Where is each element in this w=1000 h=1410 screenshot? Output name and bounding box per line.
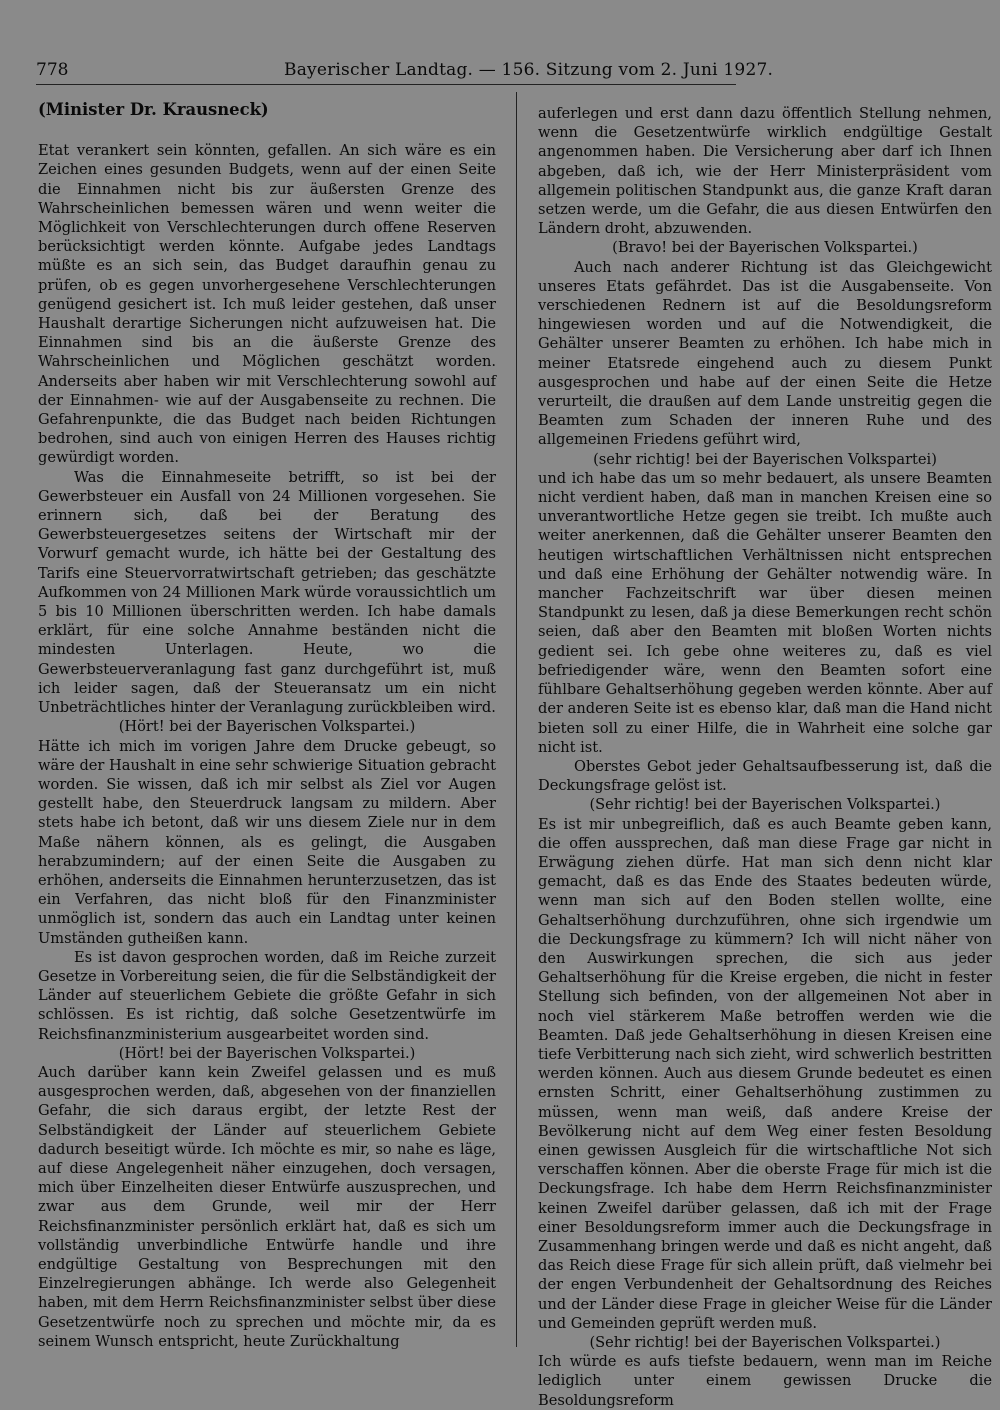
- paragraph: Auch darüber kann kein Zweifel gelassen und es muß ausgesprochen werden, daß, abgesehen von der finanziellen Gefahr, die sich daraus ergibt, der letzte Rest der Selbständigkeit der Länder auf steuerlichem Gebiete dadurch beseitigt würde. Ich möchte es mir, so nahe es läge, auf diese Angelegenheit näher einzugehen, doch versagen, mich über Einzelheiten dieser Entwürfe auszusprechen, und zwar aus dem Grunde, weil mir der Herr Reichsfinanzminister persönlich erklärt hat, daß es sich um vollständig unverbindliche Entwürfe handle und ihre endgültige Gestaltung von Besprechungen mit den Einzelregierungen abhänge. Ich werde also Gelegenheit haben, mit dem Herrn Reichsfinanzminister selbst über diese Gesetzentwürfe noch zu sprechen und möchte mir, da es seinem Wunsch entspricht, heute Zurückhaltung: [38, 1063, 496, 1350]
- paragraph: Auch nach anderer Richtung ist das Gleichgewicht unseres Etats gefährdet. Das ist die Ausgabenseite. Von verschiedenen Rednern ist auf die Besoldungsreform hingewiesen worden und auf die Notwendigkeit, die Gehälter unserer Beamten zu erhöhen. Ich habe mich in meiner Etatsrede eingehend auch zu diesem Punkt ausgesprochen und habe auf der einen Seite die Hetze verurteilt, die draußen auf dem Lande unstreitig gegen die Beamten zum Schaden der inneren Ruhe und des allgemeinen Friedens geführt wird,: [538, 258, 992, 449]
- paragraph: Hätte ich mich im vorigen Jahre dem Drucke gebeugt, so wäre der Haushalt in eine sehr schwierige Situation gebracht worden. Sie wissen, daß ich mir selbst als Ziel vor Augen gestellt habe, den Steuerdruck langsam zu mildern. Aber stets habe ich betont, daß wir uns diesem Ziele nur in dem Maße nähern können, als es gelingt, die Ausgaben herabzumindern; auf der einen Seite die Ausgaben zu erhöhen, anderseits die Einnahmen herunterzusetzen, das ist ein Verfahren, das nicht bloß für den Finanzminister unmöglich ist, sondern das auch ein Landtag unter keinen Umständen gutheißen kann.: [38, 737, 496, 947]
- interjection: (Sehr richtig! bei der Bayerischen Volkspartei.): [589, 1334, 941, 1351]
- paragraph: auferlegen und erst dann dazu öffentlich Stellung nehmen, wenn die Gesetzentwürfe wirklich endgültige Gestalt angenommen haben. Die Versicherung aber darf ich Ihnen abgeben, daß ich, wie der Herr Ministerpräsident vom allgemein politischen Standpunkt aus, die ganze Kraft daran setzen werde, um die Gefahr, die aus diesen Entwürfen den Ländern droht, abzuwenden.: [538, 105, 992, 238]
- running-title: Bayerischer Landtag. — 156. Sitzung vom 2. Juni 1927.: [284, 60, 774, 80]
- right-column: [538, 104, 992, 1409]
- column-divider: [516, 92, 517, 1347]
- interjection: (sehr richtig! bei der Bayerischen Volkspartei): [593, 450, 937, 468]
- paragraph: und ich habe das um so mehr bedauert, als unsere Beamten nicht verdient haben, daß man in manchen Kreisen eine so unverantwortliche Hetze gegen sie treibt. Ich mußte auch weiter anerkennen, daß die Gehälter unserer Beamten den heutigen wirtschaftlichen Verhältnissen nicht entsprechen und daß eine Erhöhung der Gehälter notwendig wäre. In mancher Fachzeitschrift war über diesen meinen Standpunkt zu lesen, daß ja diese Bemerkungen recht schön seien, daß aber den Beamten mit bloßen Worten nichts gedient sei. Ich gebe ohne weiteres zu, daß es viel befriedigender wäre, wenn den Beamten sofort eine fühlbare Gehaltserhöhung gegeben werden könnte. Aber auf der anderen Seite ist es ebenso klar, daß man die Hand nicht bieten soll zu einer Hilfe, die in Wahrheit eine solche gar nicht ist.: [538, 469, 992, 756]
- interjection: (Hört! bei der Bayerischen Volkspartei.): [118, 718, 416, 736]
- paragraph: Etat verankert sein könnten, gefallen. An sich wäre es ein Zeichen eines gesunden Budgets, wenn auf der einen Seite die Einnahmen nicht bis zur äußersten Grenze des Wahrscheinlichen bemessen wären und wenn weiter die Möglichkeit von Verschlechterungen durch offene Reserven berücksichtigt werden könnte. Aufgabe jedes Landtags müßte es an sich sein, das Budget daraufhin genau zu prüfen, ob es gegen unvorhergesehene Verschlechterungen genügend gesichert ist. Ich muß leider gestehen, daß unser Haushalt derartige Sicherungen nicht aufzuweisen hat. Die Einnahmen sind bis an die äußerste Grenze des Wahrscheinlichen und Möglichen geschätzt worden. Anderseits aber haben wir mit Verschlechterung sowohl auf der Einnahmen- wie auf der Ausgabenseite zu rechnen. Die Gefahrenpunkte, die das Budget nach beiden Richtungen bedrohen, sind auch von einigen Herren des Hauses richtig gewürdigt worden.: [38, 142, 496, 467]
- interjection: (Hört! bei der Bayerischen Volkspartei.): [118, 1044, 416, 1062]
- paragraph: Ich würde es aufs tiefste bedauern, wenn man im Reiche lediglich unter einem gewissen Drucke die Besoldungsreform: [538, 1353, 992, 1409]
- paragraph: Oberstes Gebot jeder Gehaltsaufbesserung ist, daß die Deckungsfrage gelöst ist.: [538, 757, 992, 795]
- paragraph: Was die Einnahmeseite betrifft, so ist bei der Gewerbsteuer ein Ausfall von 24 Millionen vorgesehen. Sie erinnern sich, daß bei der Beratung des Gewerbsteuergesetzes seitens der Wirtschaft mir der Vorwurf gemacht wurde, ich hätte bei der Gestaltung des Tarifs eine Steuervorratwirtschaft getrieben; das geschätzte Aufkommen von 24 Millionen Mark würde voraussichtlich um 5 bis 10 Millionen überschritten werden. Ich habe damals erklärt, für eine solche Annahme beständen nicht die mindesten Unterlagen. Heute, wo die Gewerbsteuerveranlagung fast ganz durchgeführt ist, muß ich leider sagen, daß der Steueransatz um ein nicht Unbeträchtliches hinter der Veranlagung zurückbleiben wird.: [38, 468, 496, 717]
- speaker-label: (Minister Dr. Krausneck): [38, 100, 269, 119]
- page-number: 778: [36, 60, 69, 80]
- interjection: (Bravo! bei der Bayerischen Volkspartei.): [612, 239, 918, 257]
- interjection: (Sehr richtig! bei der Bayerischen Volkspartei.): [589, 796, 941, 814]
- left-column: [38, 100, 496, 1350]
- page-header: [36, 58, 774, 84]
- paragraph: Es ist davon gesprochen worden, daß im Reiche zurzeit Gesetze in Vorbereitung seien, die für die Selbständigkeit der Länder auf steuerlichem Gebiete die größte Gefahr in sich schlössen. Es ist richtig, daß solche Gesetzentwürfe im Reichsfinanzministerium ausgearbeitet worden sind.: [38, 948, 496, 1043]
- paragraph: Es ist mir unbegreiflich, daß es auch Beamte geben kann, die offen aussprechen, daß man diese Frage gar nicht in Erwägung ziehen dürfe. Hat man sich denn nicht klar gemacht, daß es das Ende des Staates bedeuten würde, wenn man sich auf den Boden stellen wollte, eine Gehaltserhöhung durchzuführen, ohne sich irgendwie um die Deckungsfrage zu kümmern? Ich will nicht näher von den Auswirkungen sprechen, die sich aus jeder Gehaltserhöhung für die Kreise ergeben, die nicht in fester Stellung sich befinden, von der allgemeinen Not aber in noch viel stärkerem Maße betroffen werden wie die Beamten. Daß jede Gehaltserhöhung in diesen Kreisen eine tiefe Verbitterung nach sich zieht, wird schwerlich bestritten werden können. Auch aus diesem Grunde bedeutet es einen ernsten Schritt, einer Gehaltserhöhung zustimmen zu müssen, wenn man weiß, daß andere Kreise der Bevölkerung nicht auf dem Weg einer festen Besoldung einen gewissen Ausgleich für die wirtschaftliche Not sich verschaffen können. Aber die oberste Frage für mich ist die Deckungsfrage. Ich habe dem Herrn Reichsfinanzminister keinen Zweifel darüber gelassen, daß ich mit der Frage einer Besoldungsreform immer auch die Deckungsfrage in Zusammenhang bringen werde und daß es nicht angeht, daß das Reich diese Frage für sich allein prüft, daß vielmehr bei der engen Verbundenheit der Gehaltsordnung des Reiches und der Länder diese Frage in gleicher Weise für die Länder und Gemeinden geprüft werden muß.: [538, 815, 992, 1332]
- header-rule: [36, 84, 736, 85]
